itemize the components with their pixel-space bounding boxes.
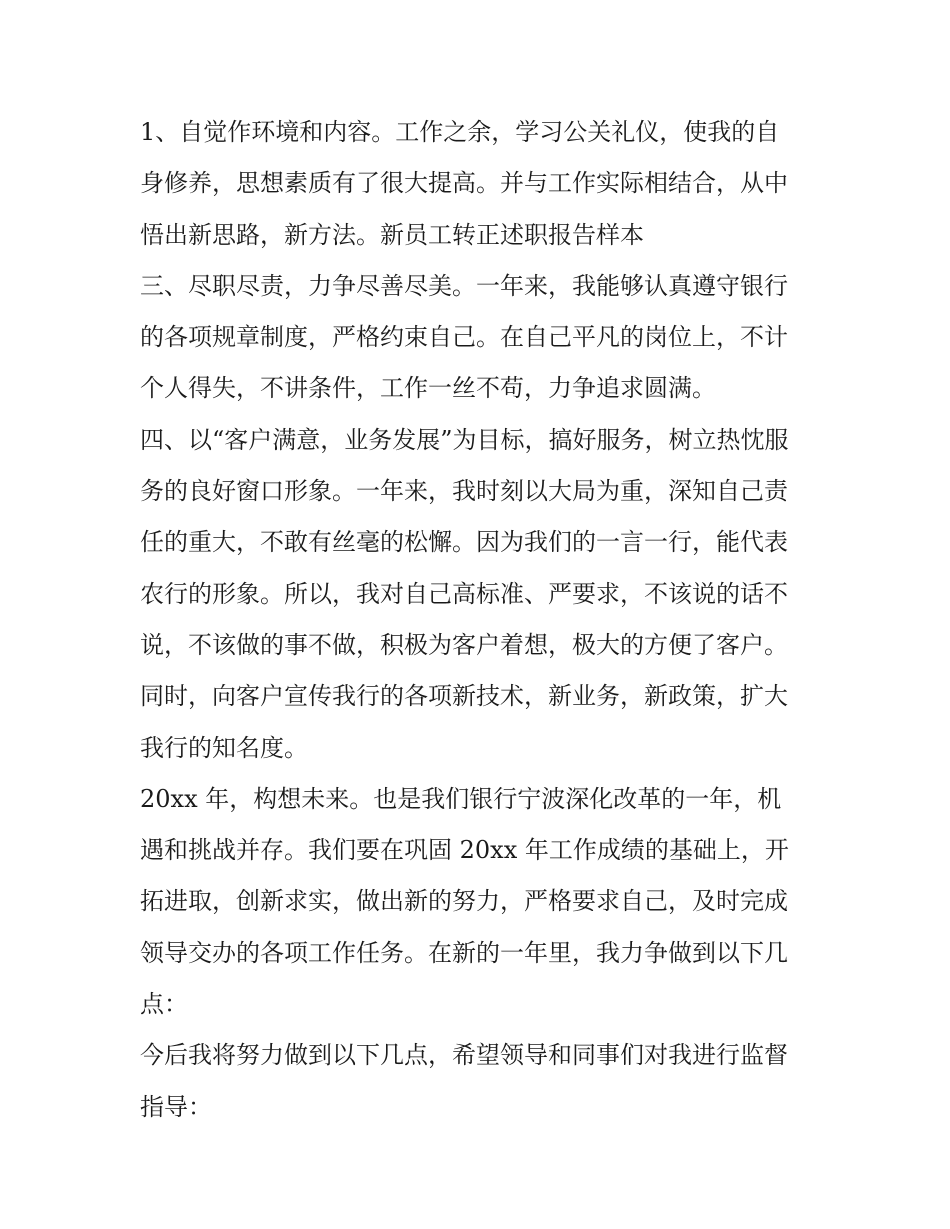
text-line: 点： bbox=[140, 990, 188, 1019]
text-line: 1、自觉作环境和内容。工作之余，学习公关礼仪，使我的自 bbox=[140, 118, 780, 146]
text-line: 的各项规章制度，严格约束自己。在自己平凡的岗位上，不计 bbox=[140, 323, 788, 352]
text-line: 任的重大，不敢有丝毫的松懈。因为我们的一言一行，能代表 bbox=[140, 528, 788, 557]
text-line: 身修养，思想素质有了很大提高。并与工作实际相结合，从中 bbox=[140, 169, 788, 198]
text-line: 同时，向客户宣传我行的各项新技术，新业务，新政策，扩大 bbox=[140, 682, 788, 711]
text-line: 拓进取，创新求实，做出新的努力，严格要求自己，及时完成 bbox=[140, 887, 788, 916]
text-line: 说，不该做的事不做，积极为客户着想，极大的方便了客户。 bbox=[140, 630, 788, 659]
text-line: 务的良好窗口形象。一年来，我时刻以大局为重，深知自己责 bbox=[140, 477, 788, 506]
text-line: 我行的知名度。 bbox=[140, 733, 308, 762]
text-line: 今后我将努力做到以下几点，希望领导和同事们对我进行监督 bbox=[140, 1041, 788, 1070]
text-line: 领导交办的各项工作任务。在新的一年里，我力争做到以下几 bbox=[140, 938, 788, 967]
text-line: 四、以“客户满意，业务发展”为目标，搞好服务，树立热忱服 bbox=[140, 425, 789, 454]
text-line: 指导： bbox=[140, 1092, 212, 1121]
text-line: 20xx 年，构想未来。也是我们银行宁波深化改革的一年，机 bbox=[140, 784, 782, 813]
text-line: 农行的形象。所以，我对自己高标准、严要求，不该说的话不 bbox=[140, 579, 788, 608]
text-line: 三、尽职尽责，力争尽善尽美。一年来，我能够认真遵守银行 bbox=[140, 271, 788, 300]
text-line: 悟出新思路，新方法。新员工转正述职报告样本 bbox=[140, 220, 644, 249]
text-line: 个人得失，不讲条件，工作一丝不苟，力争追求圆满。 bbox=[140, 374, 716, 403]
text-line: 遇和挑战并存。我们要在巩固 20xx 年工作成绩的基础上，开 bbox=[140, 836, 789, 865]
document-body bbox=[140, 107, 812, 1133]
